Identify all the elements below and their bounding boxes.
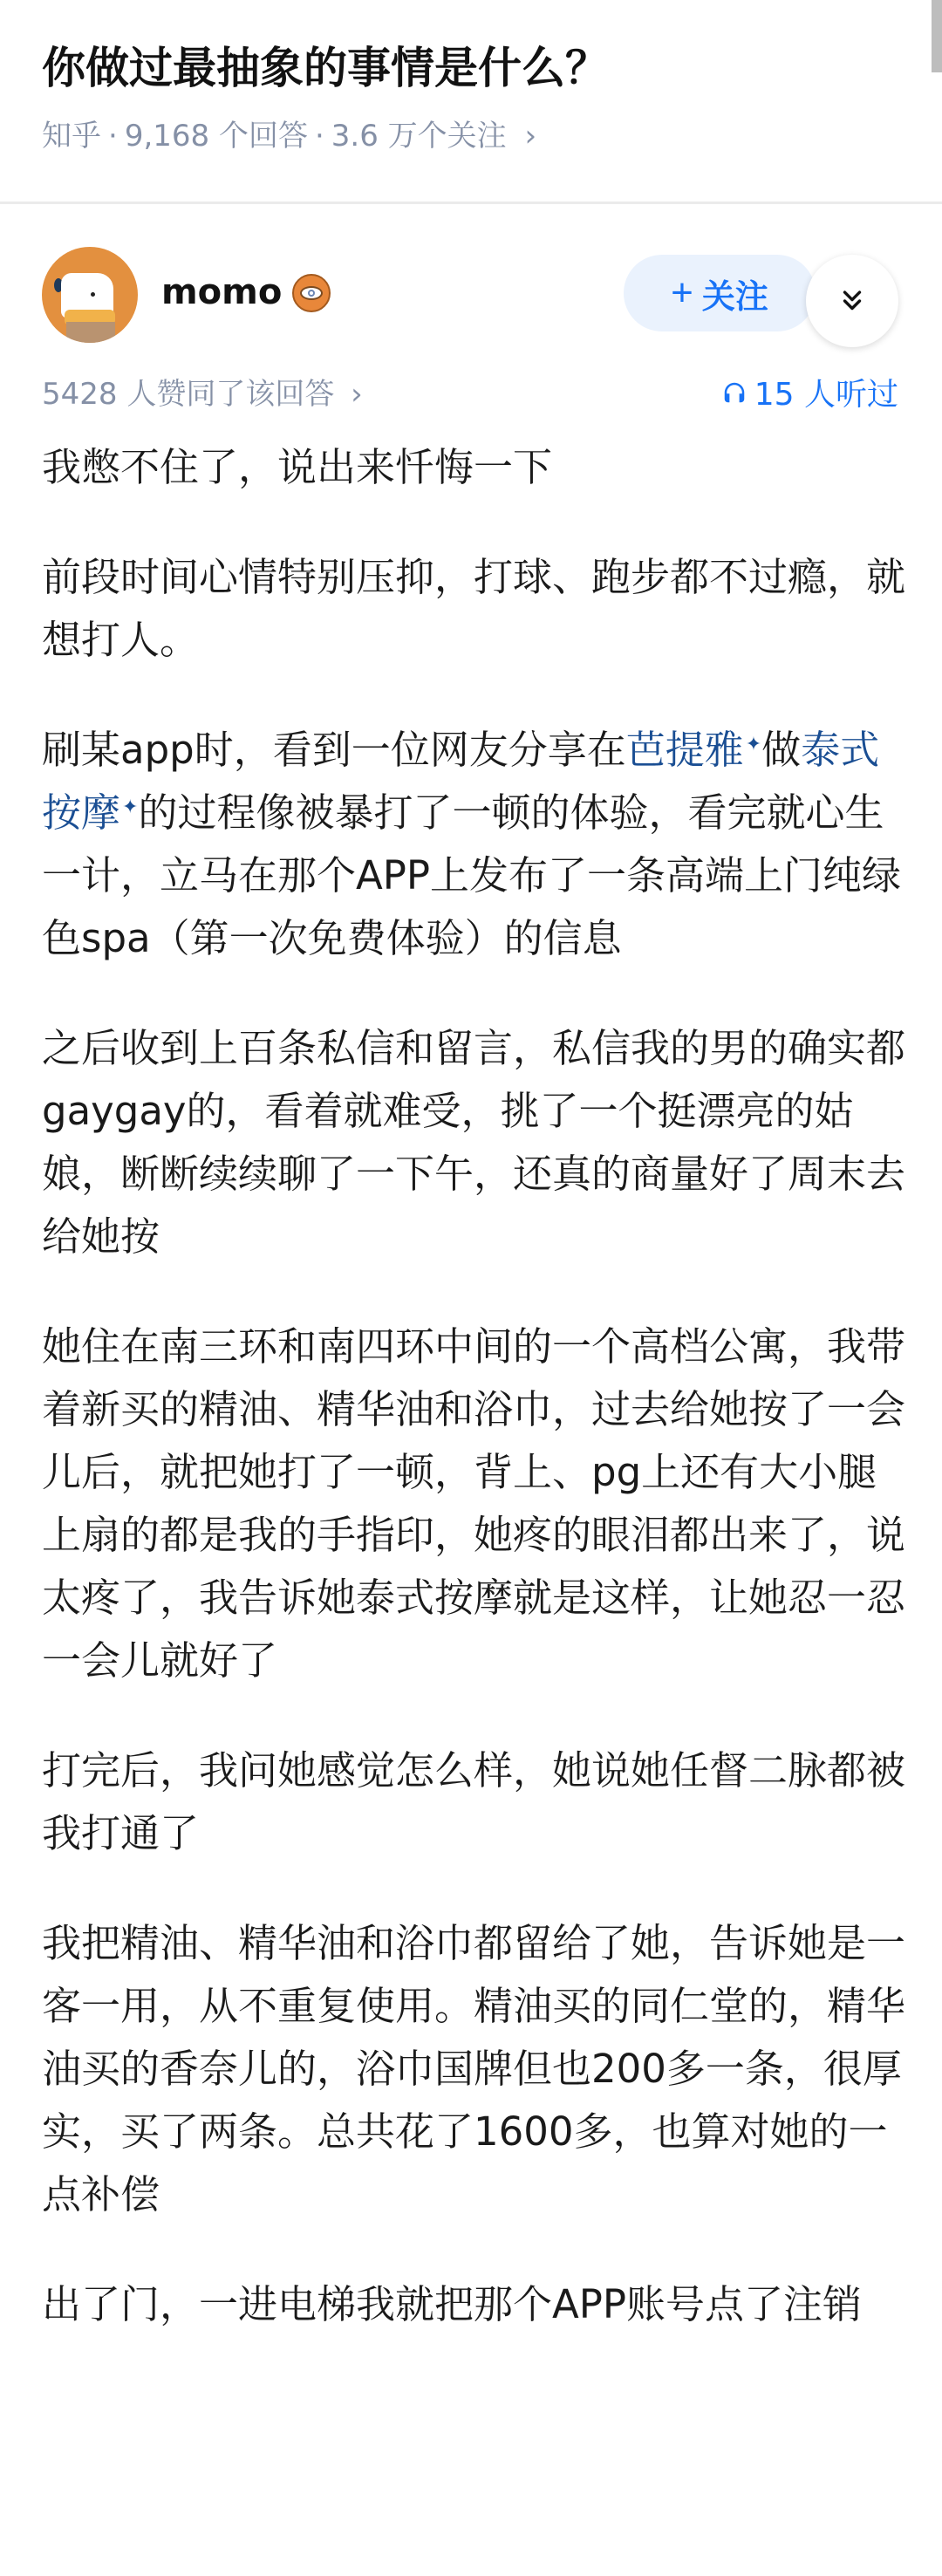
paragraph: 之后收到上百条私信和留言，私信我的男的确实都gaygay的，看着就难受，挑了一个挺漂亮的姑娘，断断续续聊了一下午，还真的商量好了周末去给她按 — [42, 1025, 906, 1260]
source-label: 知乎 — [42, 119, 101, 154]
headphones-icon — [721, 379, 747, 406]
text-span: 做 — [761, 727, 802, 773]
question-title[interactable]: 你做过最抽象的事情是什么？ — [42, 43, 609, 93]
expand-button[interactable] — [806, 255, 898, 347]
paragraph: 她住在南三环和南四环中间的一个高档公寓，我带着新买的精油、精华油和浴巾，过去给她按了一会儿后，就把她打了一顿，背上、pg上还有大小腿上扇的都是我的手指印，她疼的眼泪都出来了，说太疼了，我告诉她泰式按摩就是这样，让她忍一忍一会儿就好了 — [42, 1323, 906, 1684]
paragraph: 我把精油、精华油和浴巾都留给了她，告诉她是一客一用，从不重复使用。精油买的同仁堂的，精华油买的香奈儿的，浴巾国牌但也200多一条，很厚实，买了两条。总共花了1600多，也算对她的一点补偿 — [42, 1920, 906, 2217]
chevron-right-icon: › — [351, 377, 363, 412]
vote-count: 5428 人赞同了该回答 — [42, 377, 335, 412]
paragraph: 打完后，我问她感觉怎么样，她说她任督二脉都被我打通了 — [42, 1747, 906, 1856]
avatar[interactable] — [42, 247, 138, 343]
answer-count: 9,168 个回答 — [124, 119, 308, 154]
follow-label: 关注 — [701, 278, 768, 316]
keyword-link-pattaya[interactable]: 芭提雅 — [625, 727, 744, 773]
paragraph: 前段时间心情特别压抑，打球、跑步都不过瘾，就想打人。 — [42, 554, 906, 663]
eye-badge-icon[interactable] — [292, 274, 331, 312]
listen-count[interactable] — [721, 370, 898, 414]
dot-separator: · — [108, 119, 118, 154]
answer-content — [42, 436, 905, 2383]
sparkle-icon: ✦ — [745, 734, 762, 755]
plus-icon: + — [671, 271, 693, 314]
vote-summary[interactable] — [42, 370, 363, 413]
keyword-link-thai-massage[interactable]: 泰式按摩 — [42, 727, 880, 836]
paragraph — [42, 719, 905, 970]
chevron-right-icon: › — [524, 119, 537, 154]
listen-count-text: 15 人听过 — [754, 377, 898, 413]
text-span: 刷某app时，看到一位网友分享在 — [42, 727, 626, 773]
sparkle-icon: ✦ — [122, 796, 139, 818]
avatar-eye — [91, 292, 95, 297]
double-chevron-down-icon — [837, 286, 867, 316]
author-name[interactable]: momo — [161, 272, 283, 312]
avatar-box — [66, 322, 115, 343]
paragraph: 我憋不住了，说出来忏悔一下 — [42, 444, 553, 490]
follow-button[interactable] — [624, 255, 816, 331]
follower-count: 3.6 万个关注 — [331, 119, 507, 154]
scrollbar[interactable] — [932, 0, 942, 72]
dot-separator: · — [314, 119, 324, 154]
paragraph: 出了门，一进电梯我就把那个APP账号点了注销 — [42, 2281, 863, 2327]
text-span: 的过程像被暴打了一顿的体验，看完就心生一计，立马在那个APP上发布了一条高端上门纯绿色spa（第一次免费体验）的信息 — [42, 789, 902, 961]
question-meta[interactable] — [42, 112, 536, 154]
section-divider — [0, 202, 942, 204]
